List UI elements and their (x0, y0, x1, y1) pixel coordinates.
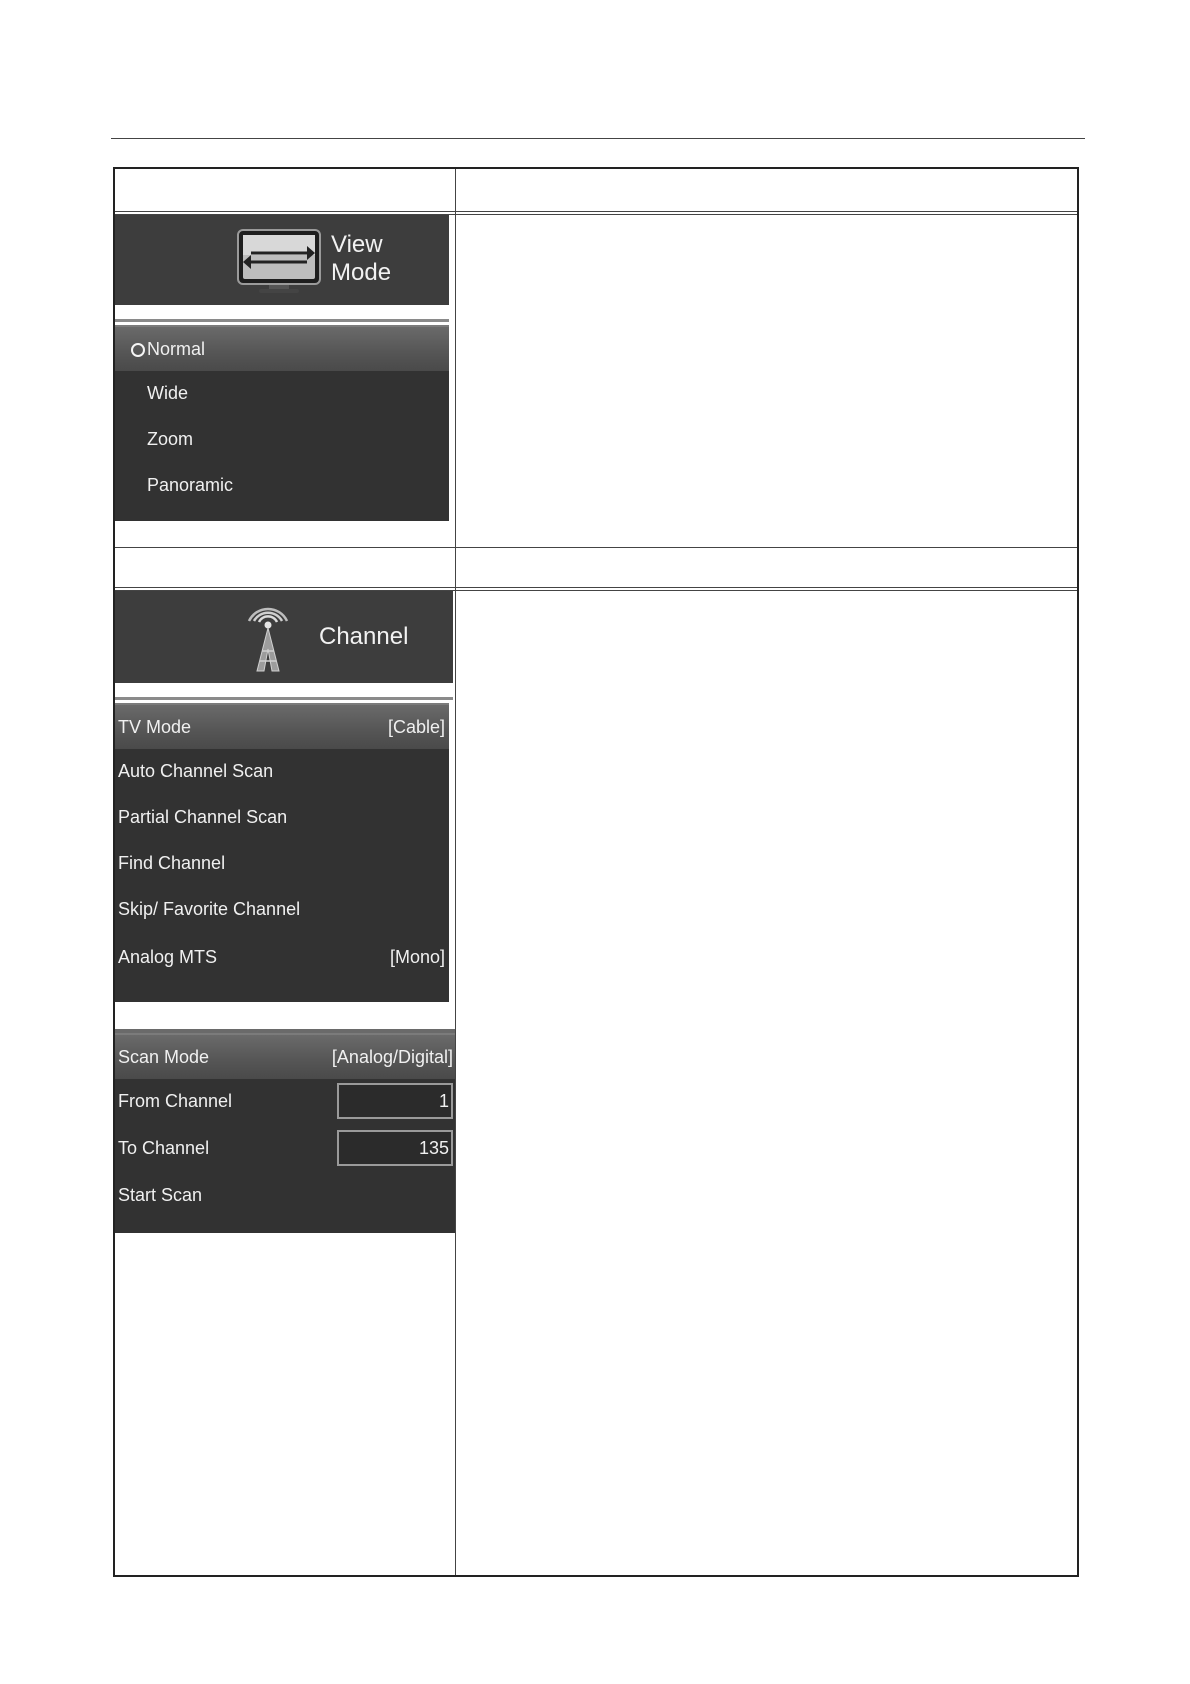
antenna-tower-icon (245, 601, 291, 673)
item-label: Auto Channel Scan (118, 760, 274, 781)
aspect-ratio-tv-icon (237, 229, 321, 295)
channel-menu (115, 591, 453, 1002)
channel-item-find-channel[interactable] (115, 841, 449, 885)
from-channel-input[interactable]: 1 (337, 1083, 453, 1119)
channel-item-partial-scan[interactable] (115, 795, 449, 839)
menu-separator (115, 697, 453, 700)
channel-item-tv-mode[interactable] (115, 703, 449, 749)
view-mode-option-normal[interactable] (115, 325, 449, 371)
option-label: Panoramic (147, 474, 234, 495)
item-value: [Mono] (389, 946, 445, 967)
option-label: Wide (147, 382, 189, 403)
menu-separator (115, 319, 449, 322)
option-label: Normal (147, 338, 206, 359)
partial-scan-list (115, 1033, 455, 1233)
view-mode-list (115, 325, 449, 521)
from-channel-row (115, 1079, 455, 1123)
start-scan-row[interactable] (115, 1173, 455, 1217)
item-label: Start Scan (118, 1184, 203, 1205)
item-label: From Channel (118, 1090, 233, 1111)
scan-mode-row[interactable] (115, 1033, 455, 1079)
item-label: Skip/ Favorite Channel (118, 898, 301, 919)
channel-item-analog-mts[interactable] (115, 935, 449, 979)
table-row-divider (115, 547, 1077, 548)
page-top-rule (111, 138, 1085, 139)
option-label: Zoom (147, 428, 194, 449)
view-mode-title-line1: View (331, 231, 383, 258)
item-label: Analog MTS (118, 946, 218, 967)
item-label: Partial Channel Scan (118, 806, 288, 827)
channel-item-auto-scan[interactable] (115, 749, 449, 793)
view-mode-option-zoom[interactable] (115, 417, 449, 461)
channel-header (115, 591, 453, 683)
item-value: [Analog/Digital] (331, 1046, 453, 1067)
document-table (113, 167, 1079, 1577)
view-mode-option-panoramic[interactable] (115, 463, 449, 507)
channel-list (115, 703, 449, 1002)
view-mode-title-line2: Mode (331, 259, 392, 286)
view-mode-option-wide[interactable] (115, 371, 449, 415)
channel-title: Channel (319, 623, 409, 650)
item-label: Scan Mode (118, 1046, 210, 1067)
item-label: To Channel (118, 1137, 210, 1158)
to-channel-input[interactable]: 135 (337, 1130, 453, 1166)
item-label: TV Mode (118, 716, 192, 737)
table-column-divider (455, 169, 456, 1575)
partial-scan-menu (115, 1029, 455, 1233)
view-mode-header (115, 215, 449, 305)
item-value: [Cable] (387, 716, 445, 737)
channel-item-skip-favorite[interactable] (115, 887, 449, 931)
radio-selected-icon (131, 343, 145, 357)
to-channel-row (115, 1126, 455, 1170)
item-label: Find Channel (118, 852, 226, 873)
view-mode-menu (115, 215, 449, 521)
